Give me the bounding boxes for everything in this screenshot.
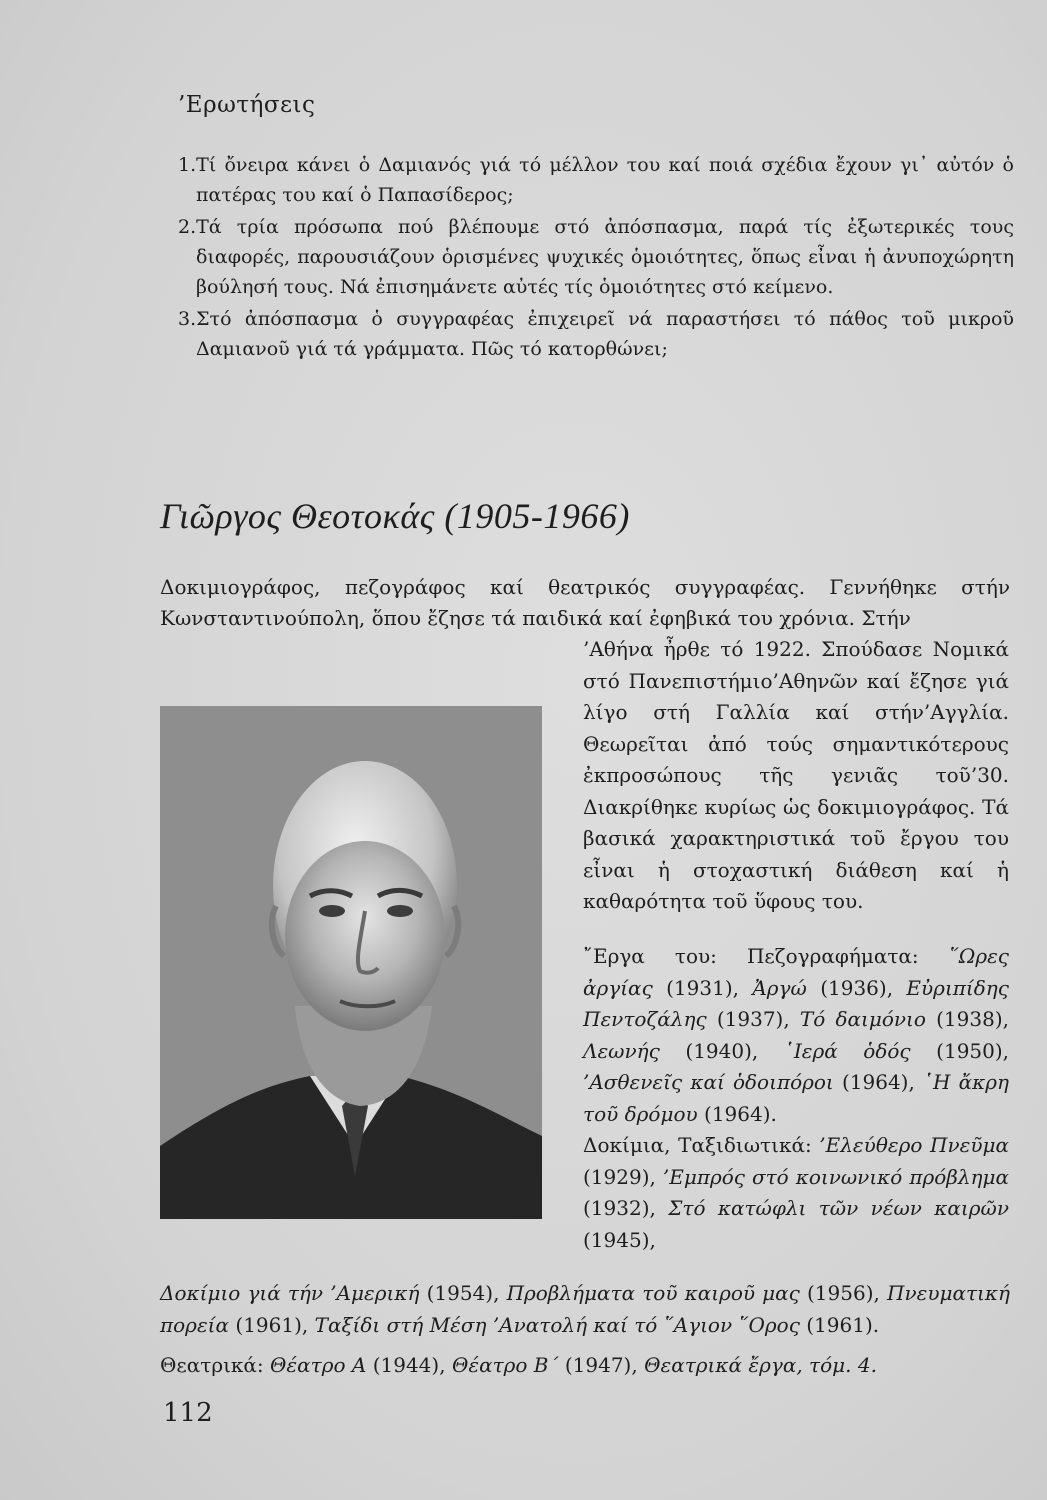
question-2: 2.Τά τρία πρόσωπα πού βλέπουμε στό ἀπόσπασμα, παρά τίς ἐξωτερικές τους διαφορές, παρουσιάζουν ὁρισμένες ψυχικές ὁμοιότητες, ὅπως εἶναι ἡ ἀνυποχώρητη βούλησή τους. Νά ἐπισημάνετε αὐτές τίς ὁμοιότητες στό κείμενο.	[178, 216, 1014, 298]
essay-works-continued	[160, 1278, 1010, 1341]
question-1: 1.Τί ὄνειρα κάνει ὁ Δαμιανός γιά τό μέλλον του καί ποιά σχέδια ἔχουν γι᾿ αὐτόν ὁ πατέρας του καί ὁ Παπασίδερος;	[178, 154, 1014, 206]
author-bio-intro: Δοκιμιογράφος, πεζογράφος καί θεατρικός συγγραφέας. Γεννήθηκε στήν Κωνσταντινούπολη, ὅπου ἔζησε τά παιδικά καί ἐφηβικά του χρόνια. Στήν	[160, 575, 1010, 630]
author-bio-continued	[583, 634, 1009, 918]
work-year: (1961),	[235, 1312, 309, 1337]
essays-label: Δοκίμια, Ταξιδιωτικά:	[583, 1133, 812, 1157]
work-year: (1964).	[704, 1101, 777, 1126]
question-3: 3.Στό ἀπόσπασμα ὁ συγγραφέας ἐπιχειρεῖ νά παραστήσει τό πάθος τοῦ μικροῦ Δαμιανοῦ γιά τά γράμματα. Πῶς τό κατορθώνει;	[178, 308, 1014, 360]
work-title: Στό κατώφλι τῶν νέων καιρῶν	[668, 1196, 1009, 1220]
prose-label: ῎Εργα του: Πεζογραφήματα:	[583, 944, 919, 968]
work-year: (1931),	[666, 975, 739, 1000]
theatre-works	[160, 1350, 1010, 1381]
theatre-label: Θεατρικά:	[160, 1353, 264, 1377]
work-title: Δοκίμιο γιά τήν ’Αμερική	[160, 1281, 420, 1305]
page-number: 112	[163, 1398, 213, 1428]
prose-works	[583, 941, 1009, 1130]
work-title: ῾Ιερά ὁδός	[783, 1038, 911, 1063]
work-year: (1938),	[936, 1007, 1009, 1031]
work-year: (1945),	[583, 1227, 656, 1252]
work-year: (1944),	[372, 1353, 446, 1377]
work-year: (1940),	[685, 1038, 759, 1063]
work-title: Πνευματική πορεία	[160, 1281, 1010, 1337]
work-title: Ταξίδι στή Μέση ’Ανατολή καί τό ῞Αγιον ῞Ορος	[314, 1312, 800, 1337]
work-year: (1961).	[806, 1312, 880, 1337]
work-year: (1929),	[583, 1164, 656, 1189]
work-year: (1932),	[583, 1196, 656, 1220]
work-title: Ἀργώ	[752, 975, 807, 1000]
work-title: Προβλήματα τοῦ καιροῦ μας	[506, 1281, 800, 1305]
work-title: Τό δαιμόνιο	[799, 1007, 926, 1031]
portrait-illustration	[160, 706, 542, 1219]
work-title: ’Ασθενεῖς καί ὁδοιπόροι	[583, 1070, 834, 1094]
work-year: (1937),	[716, 1007, 790, 1031]
work-title: Θέατρο Β΄	[451, 1353, 559, 1377]
work-year: (1956),	[807, 1281, 880, 1305]
work-title: ’Εμπρός στό κοινωνικό πρόβλημα	[662, 1164, 1010, 1189]
questions-heading: ’Ερωτήσεις	[178, 92, 316, 118]
work-year: (1964),	[841, 1070, 915, 1094]
work-title: Λεωνής	[583, 1038, 660, 1063]
work-title: Θέατρο Α	[270, 1353, 367, 1377]
work-title: ῾Η ἄκρη τοῦ δρόμου	[583, 1070, 1010, 1126]
work-year: (1947),	[564, 1353, 638, 1377]
author-title: Γιῶργος Θεοτοκάς (1905-1966)	[160, 496, 630, 536]
work-title: ’Ελεύθερο Πνεῦμα	[819, 1133, 1009, 1157]
work-year: (1954),	[426, 1281, 500, 1305]
essay-works	[583, 1130, 1009, 1256]
author-portrait-photo	[160, 706, 542, 1219]
works-list	[583, 941, 1009, 1256]
work-year: (1936),	[820, 975, 894, 1000]
works-list-continued	[160, 1278, 1010, 1341]
work-title: Εὐριπίδης Πεντοζάλης	[583, 975, 1009, 1031]
work-year: (1950),	[936, 1038, 1010, 1063]
questions-list	[178, 150, 1014, 366]
work-title: ῞Ωρες ἀργίας	[583, 944, 1010, 1000]
bio-side-text: ’Αθήνα ἦρθε τό 1922. Σπούδασε Νομικά στό Πανεπιστήμιο’Αθηνῶν καί ἔζησε γιά λίγο στή Γαλλία καί στήν’Αγγλία. Θεωρεῖται ἀπό τούς σημαντικότερους ἐκπροσώπους τῆς γενιᾶς τοῦ’30. Διακρίθηκε κυρίως ὡς δοκιμιογράφος. Τά βασικά χαρακτηριστικά τοῦ ἔργου του εἶναι ἡ στοχαστική διάθεση καί ἡ καθαρότητα τοῦ ὕφους του.	[583, 637, 1009, 913]
work-title: Θεατρικά ἔργα, τόμ. 4.	[644, 1353, 877, 1377]
